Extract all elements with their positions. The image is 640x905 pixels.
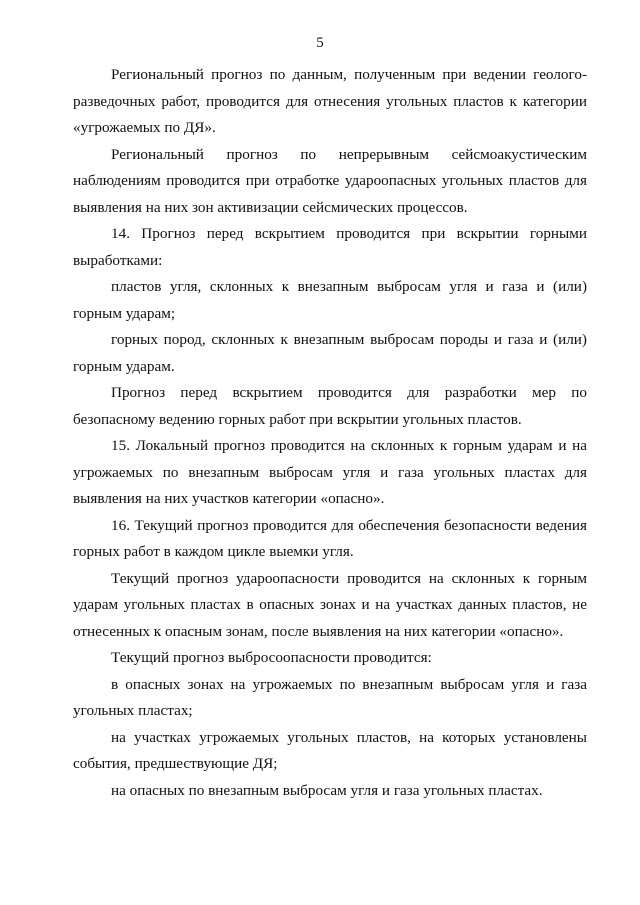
paragraph-coal-seams: пластов угля, склонных к внезапным выбросам угля и газа и (или) горным ударам; [73, 278, 587, 322]
paragraph-rockburst-forecast: Текущий прогноз удароопасности проводится на склонных к горным ударам угольных пластах в опасных зонах и на участках данных пластов, не отнесенных к опасным зонам, после выявления на них категории «опасно». [73, 569, 587, 640]
paragraph-outburst-dangerous-zones: в опасных зонах на угрожаемых по внезапным выбросам угля и газа угольных пластах; [73, 675, 587, 719]
paragraph-regional-forecast-seismic: Региональный прогноз по непрерывным сейсмоакустическим наблюдениям проводится при отработке удароопасных угольных пластов для выявления на них зон активизации сейсмических процессов. [73, 145, 587, 216]
paragraph-regional-forecast-geology: Региональный прогноз по данным, полученным при ведении геолого-разведочных работ, проводится для отнесения угольных пластов к категории «угрожаемых по ДЯ». [73, 66, 587, 136]
paragraph-pre-opening-purpose: Прогноз перед вскрытием проводится для разработки мер по безопасному ведению горных работ при вскрытии угольных пластов. [73, 384, 587, 428]
paragraph-item-14: 14. Прогноз перед вскрытием проводится при вскрытии горными выработками: [73, 225, 587, 269]
paragraph-item-15: 15. Локальный прогноз проводится на склонных к горным ударам и на угрожаемых по внезапным выбросам угля и газа угольных пластах для выявления на них участков категории «опасно». [73, 437, 587, 507]
paragraph-item-16: 16. Текущий прогноз проводится для обеспечения безопасности ведения горных работ в каждом цикле выемки угля. [73, 516, 587, 560]
paragraph-outburst-forecast-intro: Текущий прогноз выбросоопасности проводится: [111, 649, 432, 666]
document-body [73, 62, 587, 804]
paragraph-outburst-events: на участках угрожаемых угольных пластов, на которых установлены события, предшествующие ДЯ; [73, 728, 587, 772]
paragraph-outburst-dangerous-seams: на опасных по внезапным выбросам угля и газа угольных пластах. [111, 781, 543, 799]
paragraph-rocks: горных пород, склонных к внезапным выбросам породы и газа и (или) горным ударам. [73, 331, 587, 375]
page-number: 5 [316, 35, 324, 51]
